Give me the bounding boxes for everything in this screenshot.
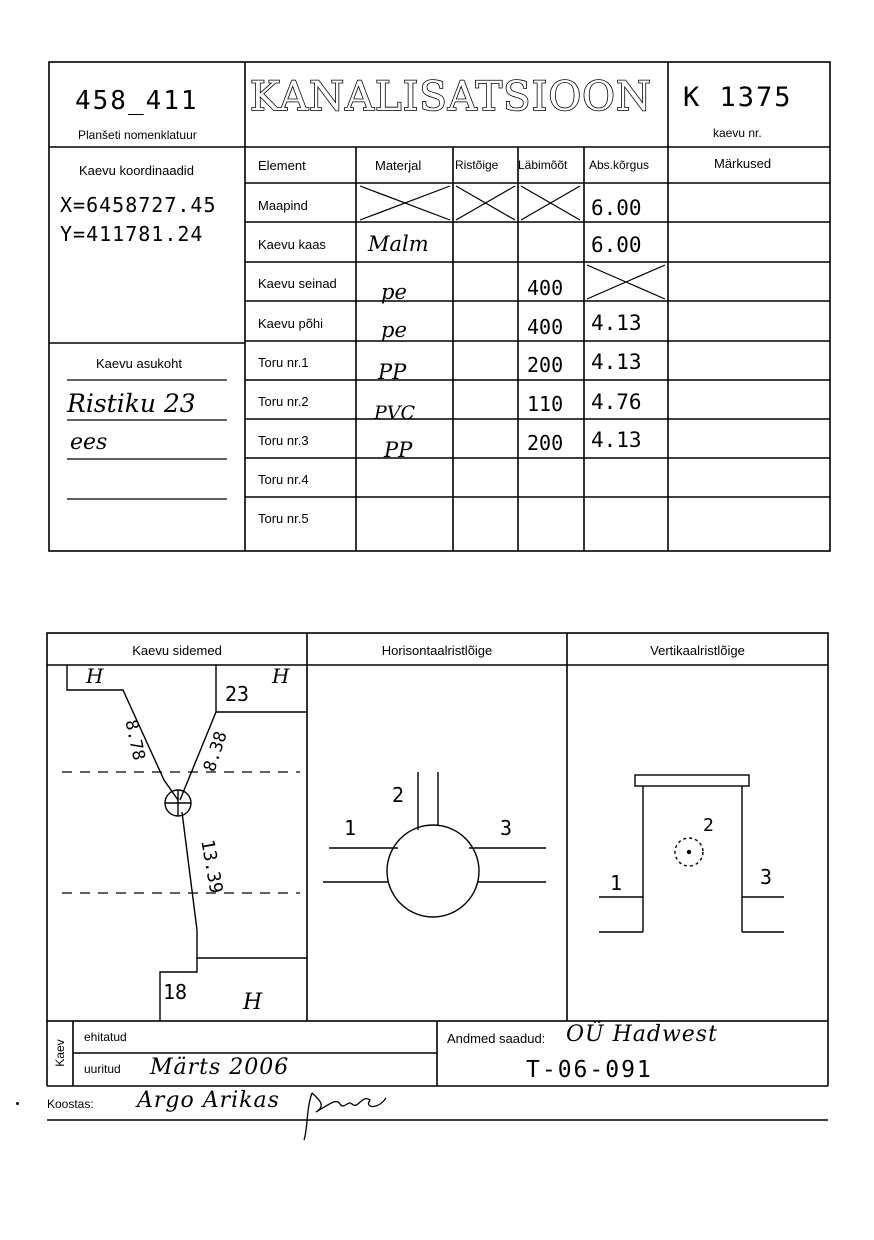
sheet-label: Planšeti nomenklatuur [78,128,197,142]
job-number: T-06-091 [526,1057,653,1083]
data-from-label: Andmed saadud: [447,1031,546,1046]
row-label-toru-4: Toru nr.4 [258,472,309,487]
form-title: KANALISATSIOON [250,74,652,120]
v-pipe-number-3: 3 [760,865,773,889]
table-header-notes: Märkused [714,156,772,171]
material-kaevu-pohi: pe [381,318,407,342]
diameter-toru-1: 200 [527,353,564,377]
well-number: K 1375 [683,82,793,113]
tie-house-right: H [272,664,290,688]
margin-dot [16,1102,19,1105]
tie-drawing-label: Kaevu sidemed [132,643,222,658]
row-label-kaevu-seinad: Kaevu seinad [258,276,337,291]
compiled-label: Koostas: [47,1097,94,1111]
elevation-toru-1: 4.13 [591,350,642,374]
tie-house-left: H [86,664,104,688]
vertical-section-label: Vertikaalristlõige [650,643,745,658]
signature-icon [302,1090,392,1145]
material-toru-2: PVC [374,402,416,424]
elevation-kaevu-pohi: 4.13 [591,311,642,335]
elevation-toru-3: 4.13 [591,428,642,452]
coordinates-label: Kaevu koordinaadid [79,163,194,178]
diameter-toru-3: 200 [527,431,564,455]
compiled-value: Argo Arikas [137,1088,280,1113]
location-line2: ees [70,430,108,455]
elevation-kaevu-kaas: 6.00 [591,233,642,257]
h-pipe-number-1: 1 [344,816,357,840]
row-label-maapind: Maapind [258,198,308,213]
coordinate-x: X=6458727.45 [60,193,217,217]
material-kaevu-seinad: pe [381,280,407,304]
surveyed-label: uuritud [84,1062,121,1076]
row-label-toru-1: Toru nr.1 [258,355,309,370]
row-label-toru-5: Toru nr.5 [258,511,309,526]
diameter-kaevu-seinad: 400 [527,276,564,300]
footer-side-label: Kaev [53,1039,67,1067]
location-line1: Ristiku 23 [67,389,196,418]
material-toru-1: PP [378,360,407,384]
tie-distance-3: 13.39 [196,838,227,896]
data-from-value: OÜ Hadwest [566,1022,718,1047]
table-header-material: Materjal [375,158,422,173]
material-kaevu-kaas: Malm [368,232,429,256]
h-pipe-number-3: 3 [500,816,513,840]
table-header-section: Ristõige [455,158,499,172]
location-label: Kaevu asukoht [96,356,183,371]
surveyed-value: Märts 2006 [150,1055,290,1080]
v-pipe-number-2: 2 [703,815,714,836]
tie-number-18: 18 [163,980,188,1004]
elevation-toru-2: 4.76 [591,390,642,414]
diameter-kaevu-pohi: 400 [527,315,564,339]
table-header-diameter: Läbimõõt [518,158,568,172]
tie-number-23: 23 [225,682,250,706]
horizontal-section-label: Horisontaalristlõige [381,643,493,658]
coordinate-y: Y=411781.24 [60,222,204,246]
well-label: kaevu nr. [713,126,762,140]
row-label-toru-3: Toru nr.3 [258,433,309,448]
tie-house-bottom: H [243,990,263,1015]
diameter-toru-2: 110 [527,392,564,416]
elevation-maapind: 6.00 [591,196,642,220]
sheet-number: 458_411 [75,86,199,116]
row-label-kaevu-kaas: Kaevu kaas [258,237,326,252]
h-pipe-number-2: 2 [392,783,405,807]
row-label-kaevu-pohi: Kaevu põhi [258,316,324,331]
table-header-element: Element [258,158,306,173]
built-label: ehitatud [84,1030,127,1044]
material-toru-3: PP [384,438,413,462]
tie-distance-1: 8.78 [120,718,149,763]
row-label-toru-2: Toru nr.2 [258,394,309,409]
tie-distance-2: 8.38 [200,729,232,775]
table-header-elevation: Abs.kõrgus [589,158,650,172]
v-pipe-number-1: 1 [610,871,623,895]
